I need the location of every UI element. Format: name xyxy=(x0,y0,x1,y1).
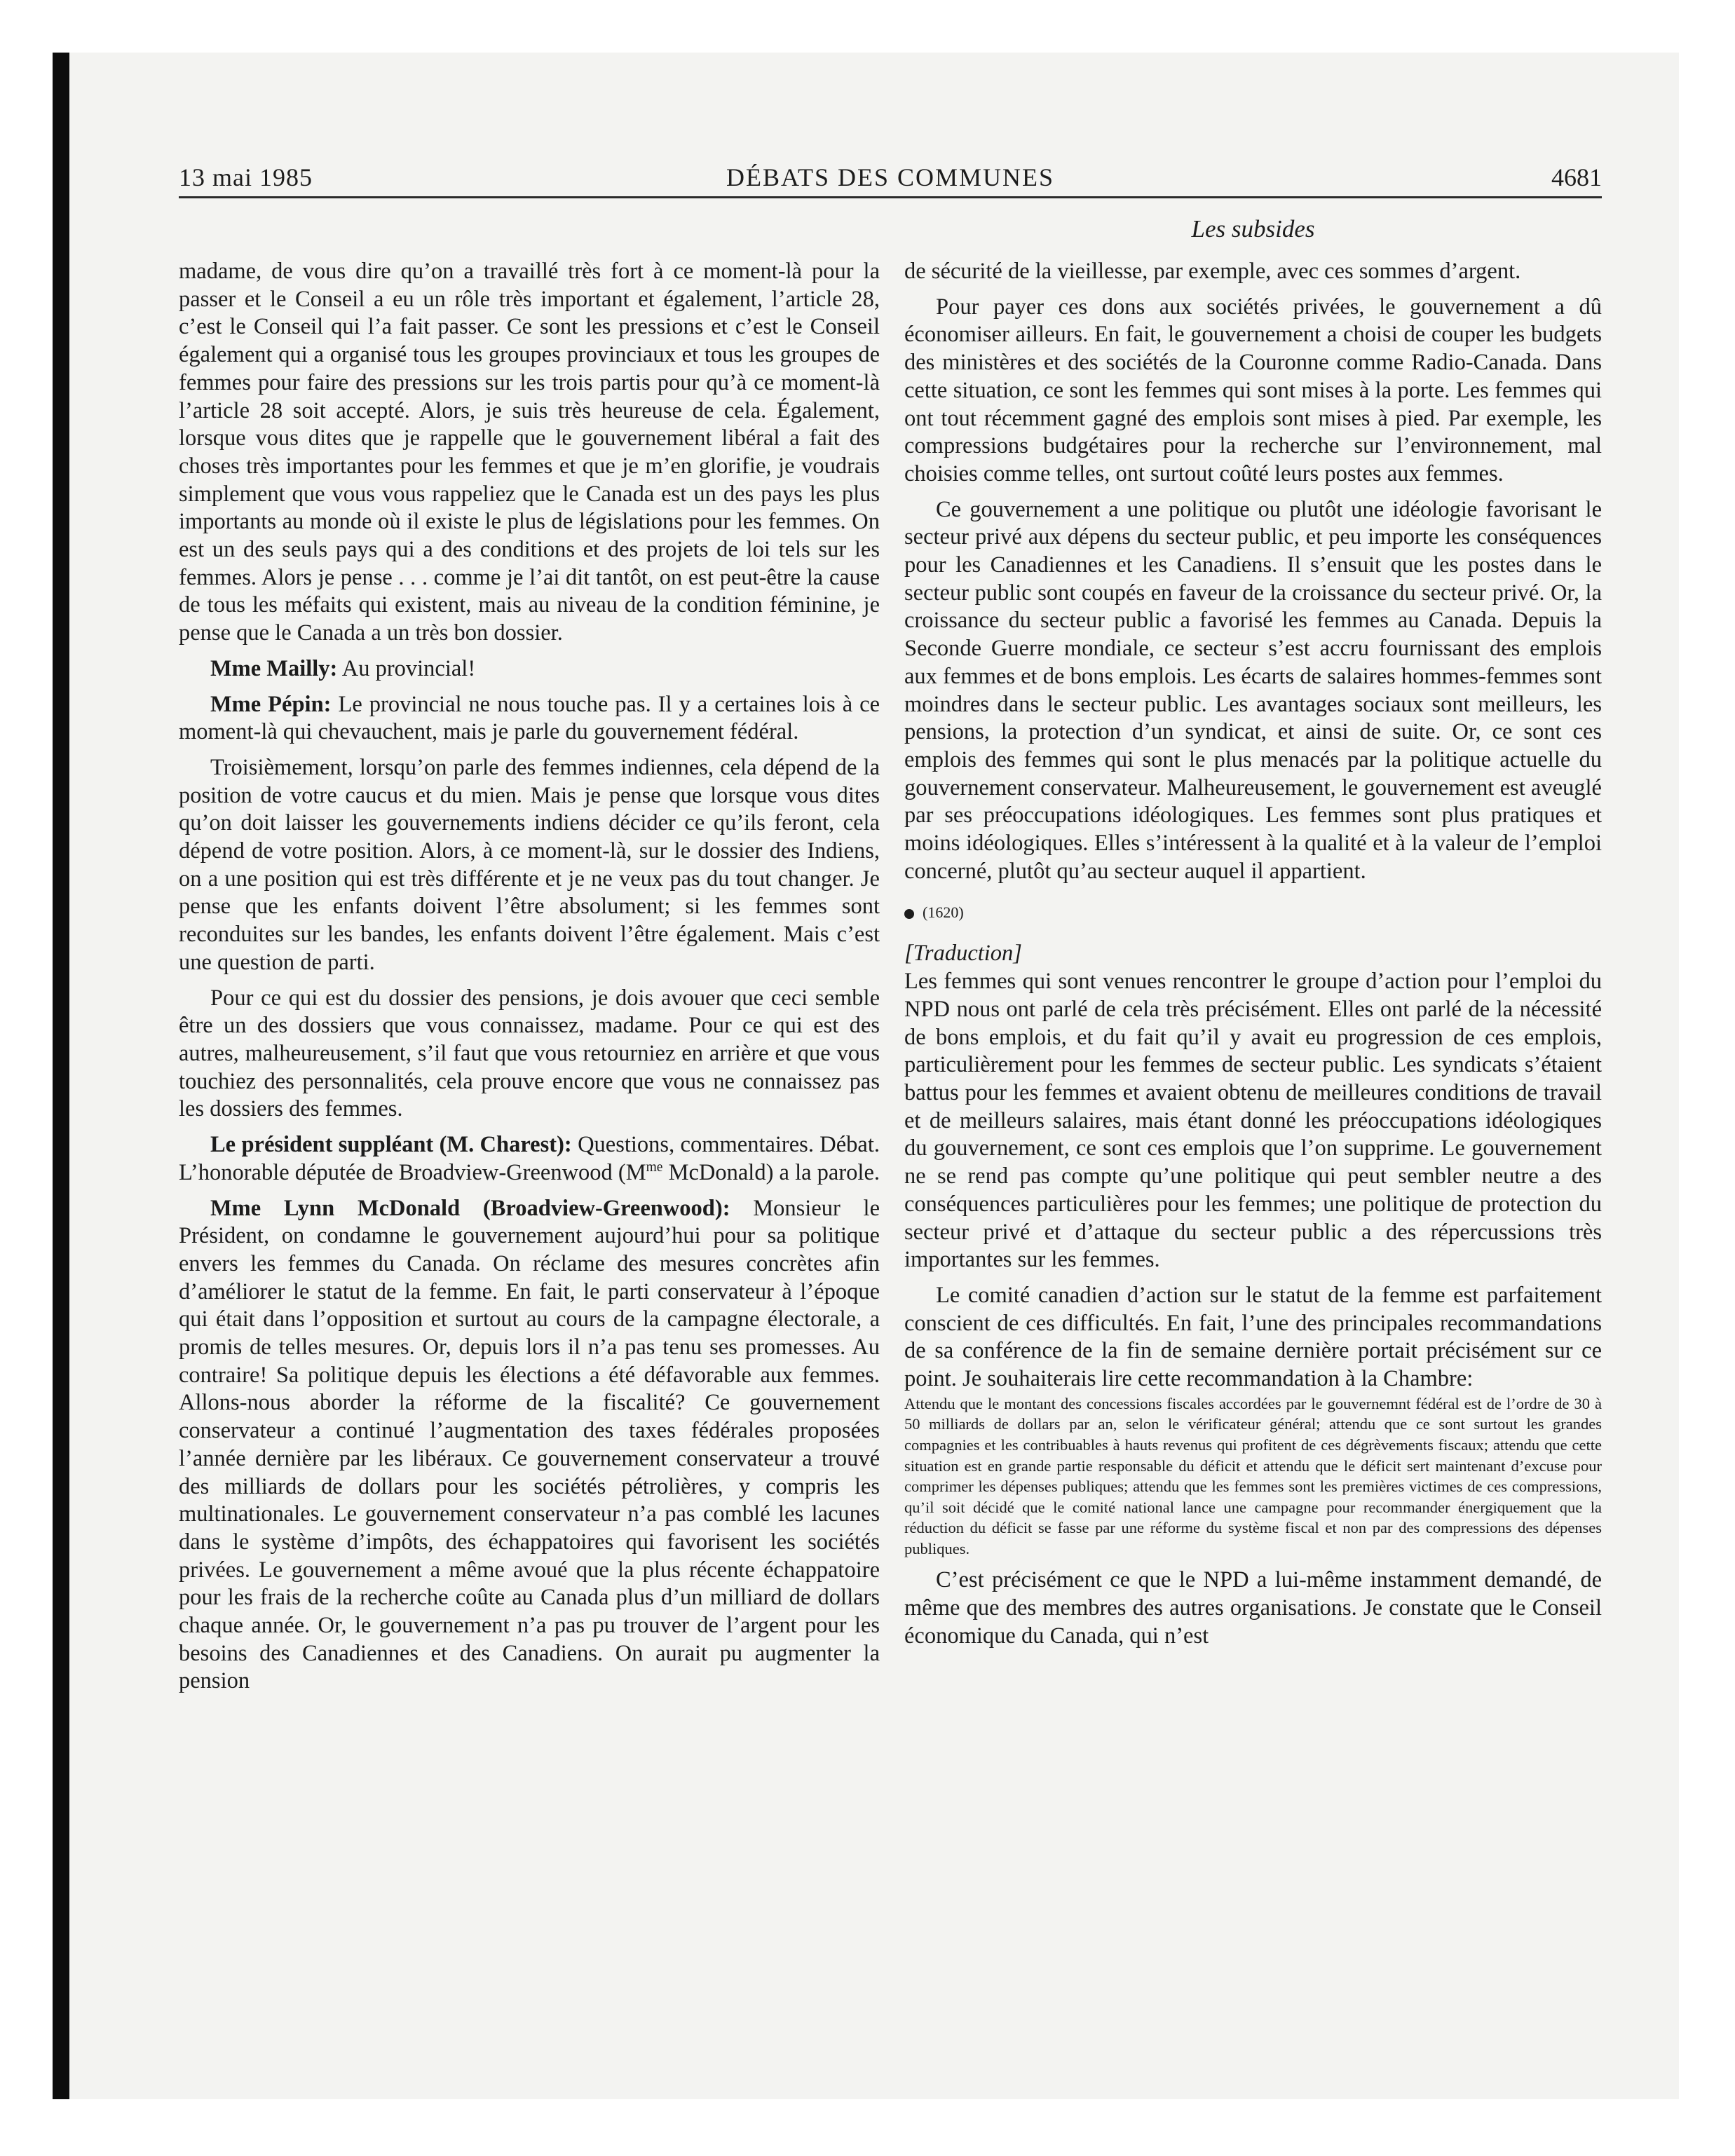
header-rule xyxy=(179,196,1602,198)
bullet-icon xyxy=(904,909,914,919)
paragraph xyxy=(179,1131,880,1187)
time-marker xyxy=(904,899,1602,926)
time-marker-text: (1620) xyxy=(923,903,964,922)
speaker-name: Mme Mailly: xyxy=(210,655,338,681)
speaker-name: Mme Lynn McDonald (Broadview-Greenwood): xyxy=(210,1195,730,1221)
header-title: DÉBATS DES COMMUNES xyxy=(726,163,1055,191)
paragraph: Le comité canadien d’action sur le statut de la femme est parfaitement conscient de ces difficultés. En fait, l’une des principales recommandations de sa conférence de la fin de semaine dernière portait précisément sur ce point. Je souhaiterais lire cette recommandation à la Chambre: xyxy=(904,1282,1602,1392)
right-column xyxy=(904,258,1602,1651)
block-quote: Attendu que le montant des concessions fiscales accordées par le gouvernemnt fédéral est de l’ordre de 30 à 50 milliards de dollars par an, selon le vérificateur général; attendu que ce sont surtout les grandes compagnies et les contribuables à hauts revenus qui profitent de ces dégrèvements fiscaux; attendu que cette situation est en grande partie responsable du déficit et attendu que le déficit sert maintenant d’excuse pour comprimer les dépenses publiques; attendu que les femmes sont les premières victimes de ces compressions, qu’il soit décidé que le comité national lance une campagne pour recommander énergiquement que la réduction du déficit se fasse par une réforme du système fiscal et non par des compressions des dépenses publiques. xyxy=(904,1394,1602,1557)
speech-text: Monsieur le Président, on condamne le gouvernement aujourd’hui pour sa politique envers les femmes du Canada. On réclame des mesures concrètes afin d’améliorer le statut de la femme. En fait, le parti conservateur à l’époque qui était dans l’opposition et surtout au cours de la campagne électorale, a promis de telles mesures. Or, depuis lors il n’a pas tenu ses promesses. Au contraire! Sa politique depuis les élections a été défavorable aux femmes. Allons-nous aborder la réforme de la fiscalité? Ce gouvernement conservateur a continué l’augmentation des taxes fédérales proposées l’année dernière par les libéraux. Ce gouvernement conservateur a trouvé des milliards de dollars pour les sociétés pétrolières, y compris les multinationales. Le gouvernement conservateur n’a pas comblé les lacunes dans le système d’impôts, des échappatoires qui favorisent les sociétés privées. Le gouvernement a même avoué que la plus récente échappatoire pour les frais de la recherche coûte au Canada plus d’un milliard de dollars chaque année. Or, le gouvernement n’a pas pu trouver de l’argent pour les besoins des Canadiennes et des Canadiens. On aurait pu augmenter la pension xyxy=(179,1195,880,1694)
paragraph: de sécurité de la vieillesse, par exemple, avec ces sommes d’argent. xyxy=(904,259,1521,284)
left-column xyxy=(179,258,880,1696)
speech-text: Questions, commentaires. Débat. L’honorable députée de Broadview-Greenwood (M xyxy=(179,1132,880,1185)
page-header xyxy=(179,160,1602,195)
paragraph: Ce gouvernement a une politique ou plutôt une idéologie favorisant le secteur privé aux dépens du secteur public, et peu importe les conséquences pour les Canadiennes et les Canadiens. Il s’ensuit que les postes dans le secteur public sont coupés en faveur de la croissance du secteur privé. Or, la croissance du secteur public a favorisé les femmes au Canada. Depuis la Seconde Guerre mondiale, ce secteur s’est accru fournissant des emplois aux femmes et de bons emplois. Les écarts de salaires hommes-femmes sont moindres dans le secteur public. Les avantages sociaux sont meilleurs, les pensions, la protection d’un syndicat, et ainsi de suite. Or, ce sont ces emplois des femmes qui sont le plus menacés par la politique actuelle du gouvernement conservateur. Malheureusement, le gouvernement est aveuglé par ses préoccupations idéologiques. Les femmes sont plus pratiques et moins idéologiques. Elles s’intéressent à la qualité et à la valeur de l’emploi concerné, plutôt qu’au secteur auquel il appartient. xyxy=(904,496,1602,884)
page-number: 4681 xyxy=(1551,163,1602,191)
speech-text: Le provincial ne nous touche pas. Il y a certaines lois à ce moment-là qui chevauchent, mais je parle du gouvernement fédéral. xyxy=(179,691,880,745)
paragraph: Pour ce qui est du dossier des pensions, je dois avouer que ceci semble être un des dossiers que vous connaissez, madame. Pour ce qui est des autres, malheureusement, s’il faut que vous retourniez en arrière et que vous touchiez des personnalités, cela prouve encore que vous ne connaissez pas les dossiers des femmes. xyxy=(179,985,880,1122)
translation-label: [Traduction] xyxy=(904,941,1022,967)
speech-text: Au provincial! xyxy=(337,655,476,681)
paragraph: madame, de vous dire qu’on a travaillé très fort à ce moment-là pour la passer et le Conseil a eu un rôle très important et également, l’article 28, c’est le Conseil qui l’a fait passer. Ce sont les pressions et c’est le Conseil également qui a organisé tous les groupes provinciaux et tous les groupes de femmes pour faire des pressions sur les trois partis pour qu’à ce moment-là l’article 28 soit accepté. Alors, je suis très heureuse de cela. Également, lorsque vous dites que je rappelle que le gouvernement libéral a fait des choses très importantes pour les femmes et que je m’en glorifie, je voudrais simplement que vous vous rappeliez que le Canada est un des pays les plus importants au monde où il existe le plus de législations pour les femmes. On est un des seuls pays qui a des conditions et des projets de loi tels sur les femmes. Alors je pense . . . comme je l’ai dit tantôt, on est peut-être la cause de tous les méfaits qui existent, mais au niveau de la condition féminine, je pense que le Canada a un très bon dossier. xyxy=(179,259,880,646)
paragraph: Les femmes qui sont venues rencontrer le groupe d’action pour l’emploi du NPD nous ont parlé de cela très précisément. Elles ont parlé de la nécessité de bons emplois, et du fait qu’il y avait eu progression de ces emplois, particulièrement pour les femmes de secteur public. Les syndicats s’étaient battus pour les femmes et avaient obtenu de meilleures conditions de travail et de meilleurs salaires, mais étant donné les préoccupations idéologiques du gouvernement, ce sont ces emplois que l’on supprime. Le gouvernement ne se rend pas compte qu’une politique qui peut sembler neutre a des conséquences particulières pour les femmes; une politique de protection du secteur privé et d’attaque du secteur public a des répercussions très importantes sur les femmes. xyxy=(904,969,1602,1273)
paragraph: Pour payer ces dons aux sociétés privées, le gouvernement a dû économiser ailleurs. En fait, le gouvernement a choisi de couper les budgets des ministères et des sociétés de la Couronne comme Radio-Canada. Dans cette situation, ce sont les femmes qui sont mises à la porte. Les femmes qui ont tout récemment gagné des emplois sont mises à pied. Par exemple, les compressions budgétaires pour la recherche sur l’environnement, mal choisies comme telles, ont surtout coûté leurs postes aux femmes. xyxy=(904,294,1602,486)
speaker-name: Mme Pépin: xyxy=(210,691,332,717)
speech-text: McDonald) a la parole. xyxy=(662,1159,880,1185)
paragraph xyxy=(179,655,880,683)
paragraph xyxy=(179,1195,880,1696)
superscript: me xyxy=(646,1159,663,1175)
scan-edge-bar xyxy=(53,53,69,2099)
paragraph: C’est précisément ce que le NPD a lui-même instamment demandé, de même que des membres des autres organisations. Je constate que le Conseil économique du Canada, qui n’est xyxy=(904,1567,1602,1649)
paragraph xyxy=(179,691,880,746)
speaker-name: Le président suppléant (M. Charest): xyxy=(210,1132,572,1158)
header-date: 13 mai 1985 xyxy=(179,163,313,191)
paragraph: Troisièmement, lorsqu’on parle des femmes indiennes, cela dépend de la position de votre caucus et du mien. Mais je pense que lorsque vous dites qu’on doit laisser les gouvernements indiens décider ce qu’ils feront, cela dépend de votre position. Alors, à ce moment-là, sur le dossier des Indiens, on a une position qui est très différente et je ne veux pas du tout changer. Je pense que les enfants doivent l’être absolument; si les femmes sont reconduites sur les bandes, les enfants doivent l’être également. Mais c’est une question de parti. xyxy=(179,754,880,975)
section-title: Les subsides xyxy=(1191,215,1315,243)
